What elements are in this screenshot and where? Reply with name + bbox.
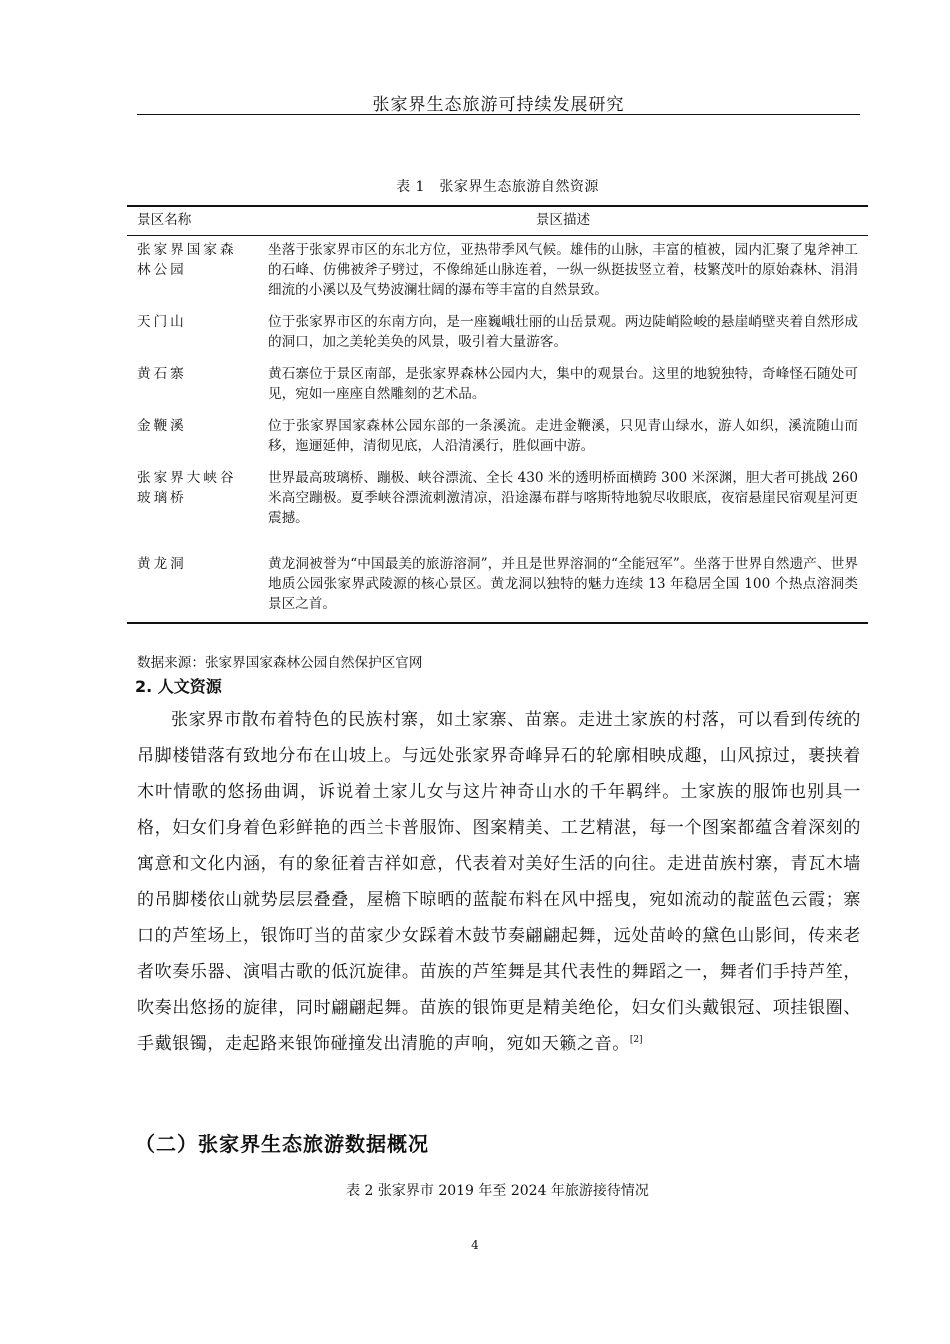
scenic-name: 金鞭溪 [137, 418, 187, 434]
running-header: 张家界生态旅游可持续发展研究 [372, 95, 625, 115]
section-heading-data-overview: （二）张家界生态旅游数据概况 [135, 1132, 429, 1156]
scenic-description: 黄石寨位于景区南部，是张家界森林公园内大，集中的观景台。这里的地貌独特，奇峰怪石随处可见，宛如一座座自然雕刻的艺术品。 [268, 366, 858, 402]
scenic-description: 位于张家界国家森林公园东部的一条溪流。走进金鞭溪，只见青山绿水，游人如织，溪流随山而移，迤逦延伸，清彻见底，人沿清溪行，胜似画中游。 [268, 418, 858, 454]
column-header-name: 景区名称 [127, 206, 258, 236]
table2-caption: 表 2 张家界市 2019 年至 2024 年旅游接待情况 [346, 1183, 649, 1199]
natural-resources-table [127, 205, 868, 624]
table-row [127, 408, 868, 460]
column-header-description: 景区描述 [258, 206, 868, 236]
table1-source-note: 数据来源：张家界国家森林公园自然保护区官网 [137, 655, 423, 671]
scenic-description: 坐落于张家界市区的东北方位，亚热带季风气候。雄伟的山脉，丰富的植被，园内汇聚了鬼斧神工的石峰、仿佛被斧子劈过，不像绵延山脉连着，一纵一纵挺拔竖立着，枝繁茂叶的原始森林、涓涓细流的小溪以及气势波澜壮阔的瀑布等丰富的自然景致。 [268, 242, 858, 298]
paragraph-text: 张家界市散布着特色的民族村寨，如土家寨、苗寨。走进土家族的村落，可以看到传统的吊脚楼错落有致地分布在山坡上。与远处张家界奇峰异石的轮廓相映成趣，山风掠过，裹挟着木叶情歌的悠扬曲调，诉说着土家儿女与这片神奇山水的千年羁绊。土家族的服饰也别具一格，妇女们身着色彩鲜艳的西兰卡普服饰、图案精美、工艺精湛，每一个图案都蕴含着深刻的寓意和文化内涵，有的象征着吉祥如意，代表着对美好生活的向往。走进苗族村寨，青瓦木墙的吊脚楼依山就势层层叠叠，屋檐下晾晒的蓝靛布料在风中摇曳，宛如流动的靛蓝色云霞；寨口的芦笙场上，银饰叮当的苗家少女踩着木鼓节奏翩翩起舞，远处苗岭的黛色山影间，传来老者吹奏乐器、演唱古歌的低沉旋律。苗族的芦笙舞是其代表性的舞蹈之一，舞者们手持芦笙，吹奏出悠扬的旋律，同时翩翩起舞。苗族的银饰更是精美绝伦，妇女们头戴银冠、项挂银圈、手戴银镯，走起路来银饰碰撞发出清脆的声响，宛如天籁之音。 [137, 710, 861, 1054]
table-row [127, 460, 868, 550]
scenic-description: 位于张家界市区的东南方向，是一座巍峨壮丽的山岳景观。两边陡峭险峻的悬崖峭壁夹着自然形成的洞口，加之美轮美奂的风景，吸引着大量游客。 [268, 314, 858, 350]
table1-caption: 表 1 张家界生态旅游自然资源 [396, 179, 599, 195]
table-row [127, 236, 868, 305]
table-row [127, 356, 868, 408]
header-rule [137, 114, 860, 115]
page-number: 4 [471, 1238, 479, 1252]
humanities-paragraph [137, 702, 861, 1062]
table-row [127, 550, 868, 623]
scenic-name: 黄龙洞 [127, 550, 258, 623]
section-heading-humanities: 2. 人文资源 [135, 677, 222, 696]
citation-ref[interactable]: [2] [629, 1035, 643, 1045]
scenic-name: 黄石寨 [137, 366, 187, 382]
table-header-row [127, 206, 868, 236]
scenic-name: 张家界大峡谷玻璃桥 [137, 470, 237, 506]
scenic-name: 天门山 [137, 314, 187, 330]
scenic-description: 世界最高玻璃桥、蹦极、峡谷漂流、全长 430 米的透明桥面横跨 300 米深渊，胆大者可挑战 260 米高空蹦极。夏季峡谷漂流刺激清凉，沿途瀑布群与喀斯特地貌尽收眼底，夜宿悬崖民宿观星河更震撼。 [268, 470, 858, 526]
scenic-description: 黄龙洞被誉为“中国最美的旅游溶洞”，并且是世界溶洞的“全能冠军”。坐落于世界自然遗产、世界地质公园张家界武陵源的核心景区。黄龙洞以独特的魅力连续 13 年稳居全国 100 个热点溶洞类景区之首。 [258, 550, 868, 623]
scenic-name: 张家界国家森林公园 [137, 242, 237, 278]
table-row [127, 304, 868, 356]
